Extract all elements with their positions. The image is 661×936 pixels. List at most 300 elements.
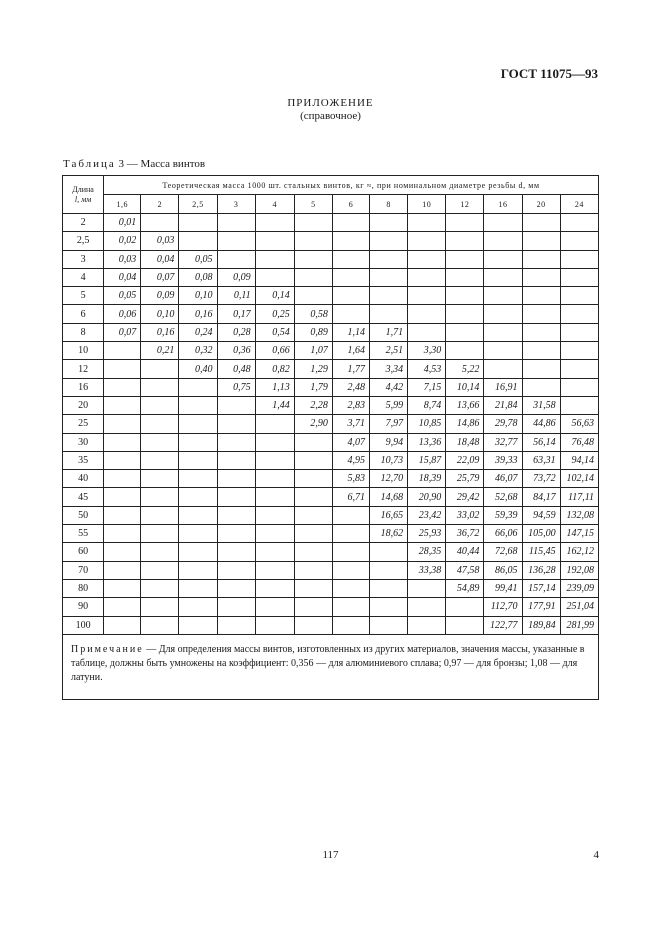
mass-cell (104, 506, 141, 524)
mass-cell (179, 433, 217, 451)
mass-cell: 12,70 (370, 470, 408, 488)
appendix-heading (0, 97, 661, 123)
mass-cell (294, 470, 332, 488)
mass-cell: 66,06 (484, 525, 522, 543)
mass-cell: 4,42 (370, 378, 408, 396)
mass-cell: 20,90 (408, 488, 446, 506)
mass-cell (370, 214, 408, 232)
mass-cell (522, 214, 560, 232)
mass-cell: 177,91 (522, 598, 560, 616)
mass-cell (370, 543, 408, 561)
mass-cell: 56,63 (560, 415, 598, 433)
length-header-line-2: l, мм (74, 194, 92, 204)
mass-cell (332, 268, 369, 286)
table-row (63, 488, 599, 506)
length-cell: 12 (63, 360, 104, 378)
mass-cell: 5,83 (332, 470, 369, 488)
mass-cell (104, 488, 141, 506)
mass-cell: 46,07 (484, 470, 522, 488)
mass-cell: 29,78 (484, 415, 522, 433)
mass-cell (141, 525, 179, 543)
mass-cell: 0,48 (217, 360, 255, 378)
mass-cell: 2,83 (332, 396, 369, 414)
mass-cell (522, 342, 560, 360)
length-cell: 55 (63, 525, 104, 543)
mass-cell: 0,36 (217, 342, 255, 360)
mass-cell (408, 268, 446, 286)
mass-cell: 9,94 (370, 433, 408, 451)
table-row (63, 543, 599, 561)
mass-cell: 0,03 (104, 250, 141, 268)
mass-cell (484, 287, 522, 305)
mass-cell: 239,09 (560, 579, 598, 597)
mass-cell (294, 488, 332, 506)
standard-number: ГОСТ 11075—93 (500, 66, 598, 81)
mass-cell (217, 451, 255, 469)
mass-cell (294, 214, 332, 232)
mass-cell (104, 342, 141, 360)
mass-cell: 3,30 (408, 342, 446, 360)
mass-cell (217, 598, 255, 616)
mass-cell (294, 506, 332, 524)
mass-cell (408, 250, 446, 268)
mass-cell (179, 451, 217, 469)
length-cell: 8 (63, 323, 104, 341)
mass-cell (179, 616, 217, 634)
mass-cell (141, 433, 179, 451)
mass-spanning-header: Теоретическая масса 1000 шт. стальных винтов, кг ≈, при номинальном диаметре резьбы d, мм (104, 176, 599, 195)
mass-cell (332, 561, 369, 579)
mass-cell (370, 579, 408, 597)
table-header-row (63, 176, 599, 195)
mass-cell (446, 268, 484, 286)
mass-cell (294, 232, 332, 250)
mass-cell (484, 323, 522, 341)
mass-cell (332, 506, 369, 524)
mass-cell (332, 214, 369, 232)
mass-cell (294, 250, 332, 268)
length-cell: 60 (63, 543, 104, 561)
mass-cell: 0,14 (255, 287, 294, 305)
table-row (63, 342, 599, 360)
table-note (63, 634, 599, 699)
mass-cell: 0,09 (217, 268, 255, 286)
mass-cell: 281,99 (560, 616, 598, 634)
mass-cell: 192,08 (560, 561, 598, 579)
mass-cell: 0,07 (104, 323, 141, 341)
mass-cell: 2,51 (370, 342, 408, 360)
diameter-header-cell: 20 (522, 195, 560, 214)
table-row (63, 506, 599, 524)
mass-cell: 56,14 (522, 433, 560, 451)
mass-cell (370, 287, 408, 305)
mass-cell: 157,14 (522, 579, 560, 597)
mass-cell: 0,21 (141, 342, 179, 360)
mass-cell (446, 305, 484, 323)
length-cell: 2,5 (63, 232, 104, 250)
mass-cell: 10,85 (408, 415, 446, 433)
mass-cell: 94,59 (522, 506, 560, 524)
mass-cell: 0,17 (217, 305, 255, 323)
table-row (63, 287, 599, 305)
mass-cell: 13,36 (408, 433, 446, 451)
mass-cell (294, 287, 332, 305)
mass-cell (370, 305, 408, 323)
mass-cell (446, 323, 484, 341)
mass-cell (104, 396, 141, 414)
mass-cell (255, 268, 294, 286)
mass-cell: 7,97 (370, 415, 408, 433)
mass-cell: 16,65 (370, 506, 408, 524)
table-row (63, 598, 599, 616)
length-cell: 10 (63, 342, 104, 360)
mass-cell (141, 579, 179, 597)
diameter-header-cell: 8 (370, 195, 408, 214)
mass-cell: 21,84 (484, 396, 522, 414)
mass-cell (522, 323, 560, 341)
table-row (63, 250, 599, 268)
mass-cell (104, 561, 141, 579)
diameter-header-cell: 5 (294, 195, 332, 214)
mass-cell: 25,93 (408, 525, 446, 543)
mass-cell (104, 598, 141, 616)
mass-cell (141, 378, 179, 396)
mass-cell (522, 268, 560, 286)
mass-cell: 18,62 (370, 525, 408, 543)
mass-cell (484, 268, 522, 286)
mass-cell (332, 232, 369, 250)
mass-cell (484, 232, 522, 250)
table-row (63, 396, 599, 414)
mass-cell: 36,72 (446, 525, 484, 543)
mass-cell (255, 433, 294, 451)
side-number: 4 (593, 849, 599, 861)
mass-cell: 122,77 (484, 616, 522, 634)
mass-cell (408, 287, 446, 305)
mass-cell (560, 305, 598, 323)
mass-cell (141, 561, 179, 579)
diameter-header-cell: 4 (255, 195, 294, 214)
table-row (63, 579, 599, 597)
mass-cell (446, 342, 484, 360)
mass-cell: 147,15 (560, 525, 598, 543)
mass-cell: 0,04 (104, 268, 141, 286)
mass-cell: 0,08 (179, 268, 217, 286)
mass-cell (522, 360, 560, 378)
mass-cell: 2,28 (294, 396, 332, 414)
mass-cell (179, 506, 217, 524)
length-cell: 80 (63, 579, 104, 597)
mass-cell (446, 616, 484, 634)
note-label: Примечание (71, 643, 144, 655)
diameter-header-cell: 24 (560, 195, 598, 214)
mass-cell: 112,70 (484, 598, 522, 616)
mass-cell (141, 451, 179, 469)
mass-cell: 0,28 (217, 323, 255, 341)
table-row (63, 378, 599, 396)
mass-cell (484, 214, 522, 232)
mass-cell: 117,11 (560, 488, 598, 506)
mass-cell (332, 616, 369, 634)
mass-cell (179, 214, 217, 232)
mass-cell (217, 250, 255, 268)
note-text: — Для определения массы винтов, изготовленных из других материалов, значения массы, указанные в таблице, должны быть умножены на коэффициент: 0,356 — для алюминиевого сплава; 0,97 — для бронзы; 1,08 — для латуни. (71, 643, 585, 683)
mass-cell: 105,00 (522, 525, 560, 543)
mass-cell: 0,16 (141, 323, 179, 341)
mass-cell: 54,89 (446, 579, 484, 597)
mass-cell: 94,14 (560, 451, 598, 469)
mass-cell: 1,29 (294, 360, 332, 378)
mass-cell: 14,68 (370, 488, 408, 506)
mass-cell (446, 214, 484, 232)
mass-cell (294, 579, 332, 597)
mass-cell (179, 525, 217, 543)
mass-cell (104, 470, 141, 488)
mass-cell (217, 506, 255, 524)
mass-cell (179, 543, 217, 561)
mass-cell (560, 342, 598, 360)
length-cell: 90 (63, 598, 104, 616)
appendix-subtitle: (справочное) (300, 110, 361, 122)
mass-cell (408, 214, 446, 232)
mass-cell: 0,07 (141, 268, 179, 286)
mass-cell (141, 598, 179, 616)
length-cell: 25 (63, 415, 104, 433)
length-cell: 6 (63, 305, 104, 323)
mass-cell (217, 415, 255, 433)
mass-cell (332, 579, 369, 597)
mass-cell (332, 250, 369, 268)
length-cell: 45 (63, 488, 104, 506)
table-row (63, 305, 599, 323)
mass-cell (104, 543, 141, 561)
mass-cell (141, 415, 179, 433)
mass-cell (179, 488, 217, 506)
table-row (63, 470, 599, 488)
mass-cell: 0,11 (217, 287, 255, 305)
mass-cell: 0,66 (255, 342, 294, 360)
mass-cell: 52,68 (484, 488, 522, 506)
mass-cell: 102,14 (560, 470, 598, 488)
mass-cell (522, 232, 560, 250)
table-row (63, 451, 599, 469)
mass-cell: 72,68 (484, 543, 522, 561)
mass-cell (255, 415, 294, 433)
table-row (63, 433, 599, 451)
mass-cell: 0,82 (255, 360, 294, 378)
mass-cell (294, 543, 332, 561)
diameter-header-cell: 3 (217, 195, 255, 214)
mass-cell (484, 360, 522, 378)
mass-cell (408, 232, 446, 250)
mass-cell: 39,33 (484, 451, 522, 469)
length-cell: 16 (63, 378, 104, 396)
mass-cell: 1,14 (332, 323, 369, 341)
mass-cell: 0,75 (217, 378, 255, 396)
mass-cell (294, 268, 332, 286)
mass-cell (255, 598, 294, 616)
length-cell: 40 (63, 470, 104, 488)
mass-cell: 44,86 (522, 415, 560, 433)
length-column-header (63, 176, 104, 214)
mass-cell (255, 616, 294, 634)
length-cell: 2 (63, 214, 104, 232)
mass-cell (217, 488, 255, 506)
diameter-header-cell: 2 (141, 195, 179, 214)
mass-cell (255, 214, 294, 232)
mass-cell (217, 214, 255, 232)
mass-cell: 28,35 (408, 543, 446, 561)
mass-cell (522, 250, 560, 268)
mass-cell: 0,06 (104, 305, 141, 323)
mass-cell (332, 543, 369, 561)
mass-cell: 18,39 (408, 470, 446, 488)
mass-cell (408, 305, 446, 323)
diameter-header-cell: 6 (332, 195, 369, 214)
length-cell: 100 (63, 616, 104, 634)
mass-cell (408, 579, 446, 597)
length-header-line-1: Длина (72, 184, 94, 194)
mass-cell: 31,58 (522, 396, 560, 414)
mass-cell (141, 543, 179, 561)
mass-cell (446, 250, 484, 268)
mass-cell (560, 378, 598, 396)
mass-cell (408, 598, 446, 616)
mass-cell (104, 525, 141, 543)
table-caption-number: 3 (118, 158, 125, 170)
mass-cell (408, 323, 446, 341)
page-number: 117 (322, 849, 339, 861)
mass-cell: 1,07 (294, 342, 332, 360)
mass-cell (179, 415, 217, 433)
mass-cell: 0,01 (104, 214, 141, 232)
table-caption-prefix: Таблица (63, 158, 116, 170)
mass-cell (217, 433, 255, 451)
mass-cell: 1,71 (370, 323, 408, 341)
length-cell: 50 (63, 506, 104, 524)
mass-cell (255, 525, 294, 543)
mass-cell (255, 543, 294, 561)
diameter-header-cell: 12 (446, 195, 484, 214)
table-row (63, 525, 599, 543)
mass-cell (141, 470, 179, 488)
mass-cell: 76,48 (560, 433, 598, 451)
mass-cell (522, 287, 560, 305)
mass-cell (294, 616, 332, 634)
mass-cell (560, 250, 598, 268)
mass-cell: 0,02 (104, 232, 141, 250)
mass-cell (408, 616, 446, 634)
length-cell: 30 (63, 433, 104, 451)
mass-cell (560, 323, 598, 341)
mass-cell (217, 543, 255, 561)
mass-cell: 15,87 (408, 451, 446, 469)
mass-cell (255, 506, 294, 524)
mass-cell (179, 561, 217, 579)
table-row (63, 616, 599, 634)
mass-cell: 4,95 (332, 451, 369, 469)
mass-cell (179, 470, 217, 488)
mass-cell (370, 616, 408, 634)
mass-cell: 4,53 (408, 360, 446, 378)
mass-cell: 5,99 (370, 396, 408, 414)
mass-cell (217, 232, 255, 250)
mass-cell (217, 470, 255, 488)
mass-cell (332, 598, 369, 616)
mass-cell (332, 305, 369, 323)
mass-cell: 99,41 (484, 579, 522, 597)
mass-cell: 1,13 (255, 378, 294, 396)
mass-cell: 73,72 (522, 470, 560, 488)
mass-cell (294, 561, 332, 579)
mass-cell (370, 598, 408, 616)
mass-cell (332, 525, 369, 543)
mass-cell (141, 214, 179, 232)
length-cell: 70 (63, 561, 104, 579)
mass-cell (370, 561, 408, 579)
mass-cell (446, 287, 484, 305)
mass-cell: 0,54 (255, 323, 294, 341)
diameter-header-row (63, 195, 599, 214)
mass-cell: 0,09 (141, 287, 179, 305)
mass-cell: 0,03 (141, 232, 179, 250)
mass-cell (255, 579, 294, 597)
mass-cell: 33,38 (408, 561, 446, 579)
mass-cell (104, 579, 141, 597)
mass-cell (179, 579, 217, 597)
mass-cell (294, 525, 332, 543)
mass-cell: 0,05 (104, 287, 141, 305)
mass-cell: 1,79 (294, 378, 332, 396)
mass-cell (104, 451, 141, 469)
mass-cell: 86,05 (484, 561, 522, 579)
mass-cell: 25,79 (446, 470, 484, 488)
mass-cell: 32,77 (484, 433, 522, 451)
mass-cell: 0,89 (294, 323, 332, 341)
table-row (63, 415, 599, 433)
mass-cell: 1,64 (332, 342, 369, 360)
mass-cell (522, 378, 560, 396)
mass-cell: 40,44 (446, 543, 484, 561)
screw-mass-table (62, 175, 599, 700)
length-cell: 20 (63, 396, 104, 414)
diameter-header-cell: 2,5 (179, 195, 217, 214)
appendix-title: ПРИЛОЖЕНИЕ (287, 97, 374, 109)
mass-cell (255, 451, 294, 469)
table-row (63, 360, 599, 378)
mass-cell (217, 525, 255, 543)
mass-cell (141, 396, 179, 414)
mass-cell (560, 214, 598, 232)
mass-cell (179, 396, 217, 414)
mass-cell (217, 396, 255, 414)
mass-cell (217, 579, 255, 597)
mass-cell: 10,73 (370, 451, 408, 469)
mass-cell: 18,48 (446, 433, 484, 451)
mass-cell (255, 561, 294, 579)
mass-cell (332, 287, 369, 305)
mass-cell (179, 598, 217, 616)
diameter-header-cell: 1,6 (104, 195, 141, 214)
table-row (63, 323, 599, 341)
mass-cell: 29,42 (446, 488, 484, 506)
mass-cell (141, 616, 179, 634)
mass-cell: 3,71 (332, 415, 369, 433)
mass-cell: 47,58 (446, 561, 484, 579)
mass-cell (370, 250, 408, 268)
table-caption-title: — Масса винтов (126, 158, 206, 170)
mass-cell: 0,40 (179, 360, 217, 378)
